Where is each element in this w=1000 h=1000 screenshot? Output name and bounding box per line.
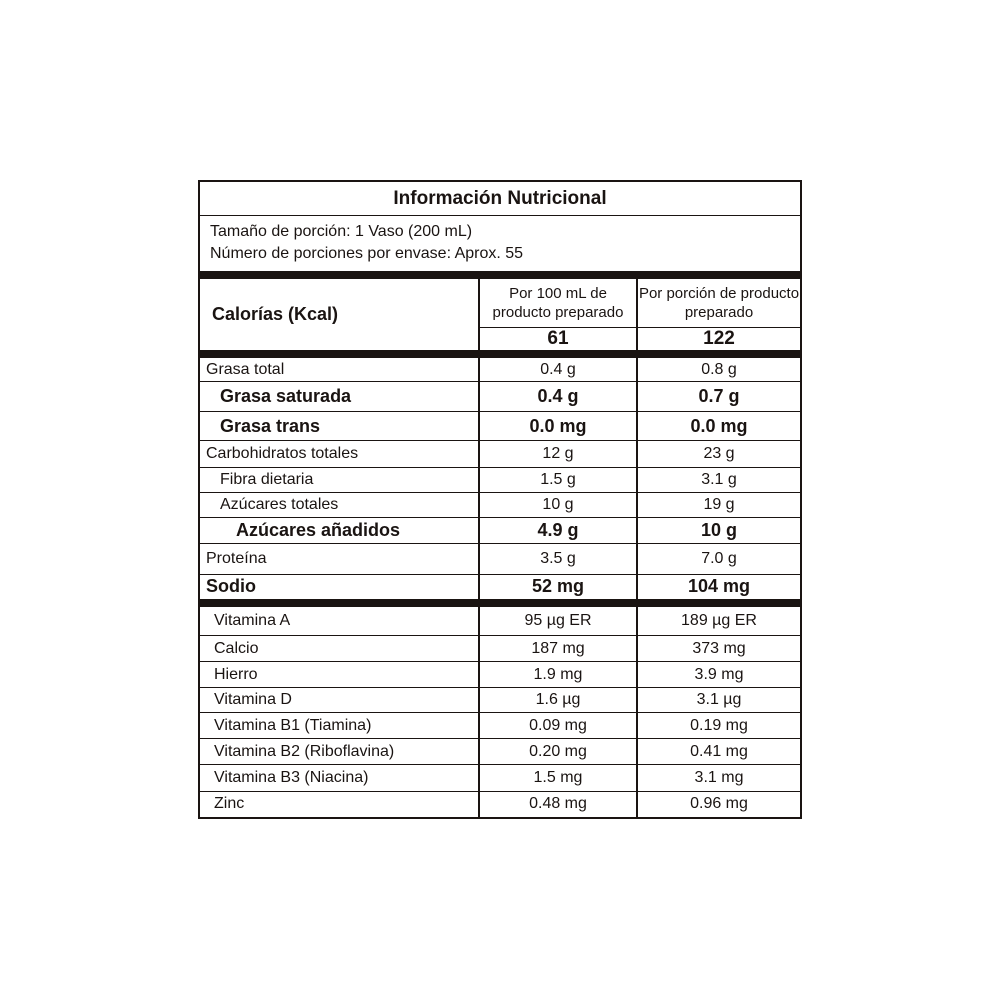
vitamin-value-per-100ml: 0.09 mg	[479, 713, 637, 738]
vitamin-name: Vitamina B2 (Riboflavina)	[200, 738, 479, 765]
nutrient-value-per-portion: 104 mg	[637, 574, 800, 603]
vitamin-name: Calcio	[200, 635, 479, 662]
nutrient-value-per-portion: 23 g	[637, 441, 800, 468]
calories-per-portion: 122	[637, 327, 800, 354]
table-row	[200, 517, 800, 544]
table-row	[200, 544, 800, 575]
table-row	[200, 467, 800, 492]
nutrient-value-per-100ml: 0.0 mg	[479, 411, 637, 441]
servings-per-container: Número de porciones por envase: Aprox. 55	[210, 244, 524, 262]
table-row	[200, 635, 800, 662]
nutrient-value-per-100ml: 10 g	[479, 493, 637, 517]
nutrient-name: Azúcares totales	[200, 493, 479, 517]
table-row	[200, 382, 800, 412]
nutrient-name: Grasa saturada	[200, 382, 479, 412]
nutrient-name: Fibra dietaria	[200, 467, 479, 492]
nutrient-value-per-100ml: 4.9 g	[479, 517, 637, 544]
nutrient-value-per-100ml: 0.4 g	[479, 382, 637, 412]
vitamin-value-per-100ml: 187 mg	[479, 635, 637, 662]
table-row	[200, 354, 800, 382]
nutrient-value-per-portion: 0.0 mg	[637, 411, 800, 441]
table-row	[200, 603, 800, 636]
nutrient-value-per-portion: 19 g	[637, 493, 800, 517]
serving-row	[200, 216, 800, 276]
nutrient-name: Grasa trans	[200, 411, 479, 441]
serving-size: Tamaño de porción: 1 Vaso (200 mL)	[210, 222, 473, 240]
nutrient-name: Sodio	[200, 574, 479, 603]
table-title: Información Nutricional	[393, 187, 607, 209]
vitamin-value-per-portion: 373 mg	[637, 635, 800, 662]
nutrient-name: Proteína	[200, 544, 479, 575]
vitamin-value-per-portion: 3.9 mg	[637, 662, 800, 687]
vitamin-name: Vitamina B1 (Tiamina)	[200, 713, 479, 738]
table-row	[200, 574, 800, 603]
serving-info	[200, 216, 800, 276]
table-row	[200, 713, 800, 738]
nutrient-value-per-portion: 10 g	[637, 517, 800, 544]
nutrition-facts-table	[198, 180, 802, 819]
table-row	[200, 791, 800, 817]
table-row	[200, 493, 800, 517]
vitamin-value-per-portion: 0.96 mg	[637, 791, 800, 817]
nutrient-value-per-100ml: 3.5 g	[479, 544, 637, 575]
title-row	[200, 182, 800, 216]
vitamin-value-per-portion: 0.41 mg	[637, 738, 800, 765]
vitamin-value-per-100ml: 1.9 mg	[479, 662, 637, 687]
table-row	[200, 662, 800, 687]
nutrient-value-per-100ml: 52 mg	[479, 574, 637, 603]
nutrient-value-per-100ml: 1.5 g	[479, 467, 637, 492]
nutrient-name: Grasa total	[200, 354, 479, 382]
vitamin-name: Zinc	[200, 791, 479, 817]
vitamin-value-per-100ml: 95 µg ER	[479, 603, 637, 636]
vitamin-value-per-100ml: 1.5 mg	[479, 765, 637, 792]
vitamin-value-per-portion: 0.19 mg	[637, 713, 800, 738]
vitamin-value-per-100ml: 0.48 mg	[479, 791, 637, 817]
calories-per-100ml: 61	[479, 327, 637, 354]
vitamin-value-per-portion: 3.1 mg	[637, 765, 800, 792]
table-row	[200, 765, 800, 792]
nutrient-name: Azúcares añadidos	[200, 517, 479, 544]
nutrient-value-per-portion: 0.8 g	[637, 354, 800, 382]
vitamin-value-per-100ml: 0.20 mg	[479, 738, 637, 765]
nutrition-table	[200, 182, 800, 817]
column-header-row	[200, 275, 800, 327]
nutrient-value-per-portion: 7.0 g	[637, 544, 800, 575]
vitamin-name: Vitamina A	[200, 603, 479, 636]
nutrient-value-per-portion: 0.7 g	[637, 382, 800, 412]
vitamin-name: Vitamina B3 (Niacina)	[200, 765, 479, 792]
table-row	[200, 738, 800, 765]
nutrient-value-per-100ml: 12 g	[479, 441, 637, 468]
table-row	[200, 411, 800, 441]
vitamin-name: Vitamina D	[200, 687, 479, 712]
calories-label: Calorías (Kcal)	[200, 275, 479, 354]
nutrient-value-per-portion: 3.1 g	[637, 467, 800, 492]
nutrient-value-per-100ml: 0.4 g	[479, 354, 637, 382]
vitamin-value-per-portion: 3.1 µg	[637, 687, 800, 712]
table-row	[200, 687, 800, 712]
column-header-per-portion: Por porción de producto preparado	[637, 275, 800, 327]
vitamin-name: Hierro	[200, 662, 479, 687]
column-header-per-100ml: Por 100 mL de producto preparado	[479, 275, 637, 327]
vitamin-value-per-100ml: 1.6 µg	[479, 687, 637, 712]
vitamin-value-per-portion: 189 µg ER	[637, 603, 800, 636]
table-row	[200, 441, 800, 468]
nutrient-name: Carbohidratos totales	[200, 441, 479, 468]
